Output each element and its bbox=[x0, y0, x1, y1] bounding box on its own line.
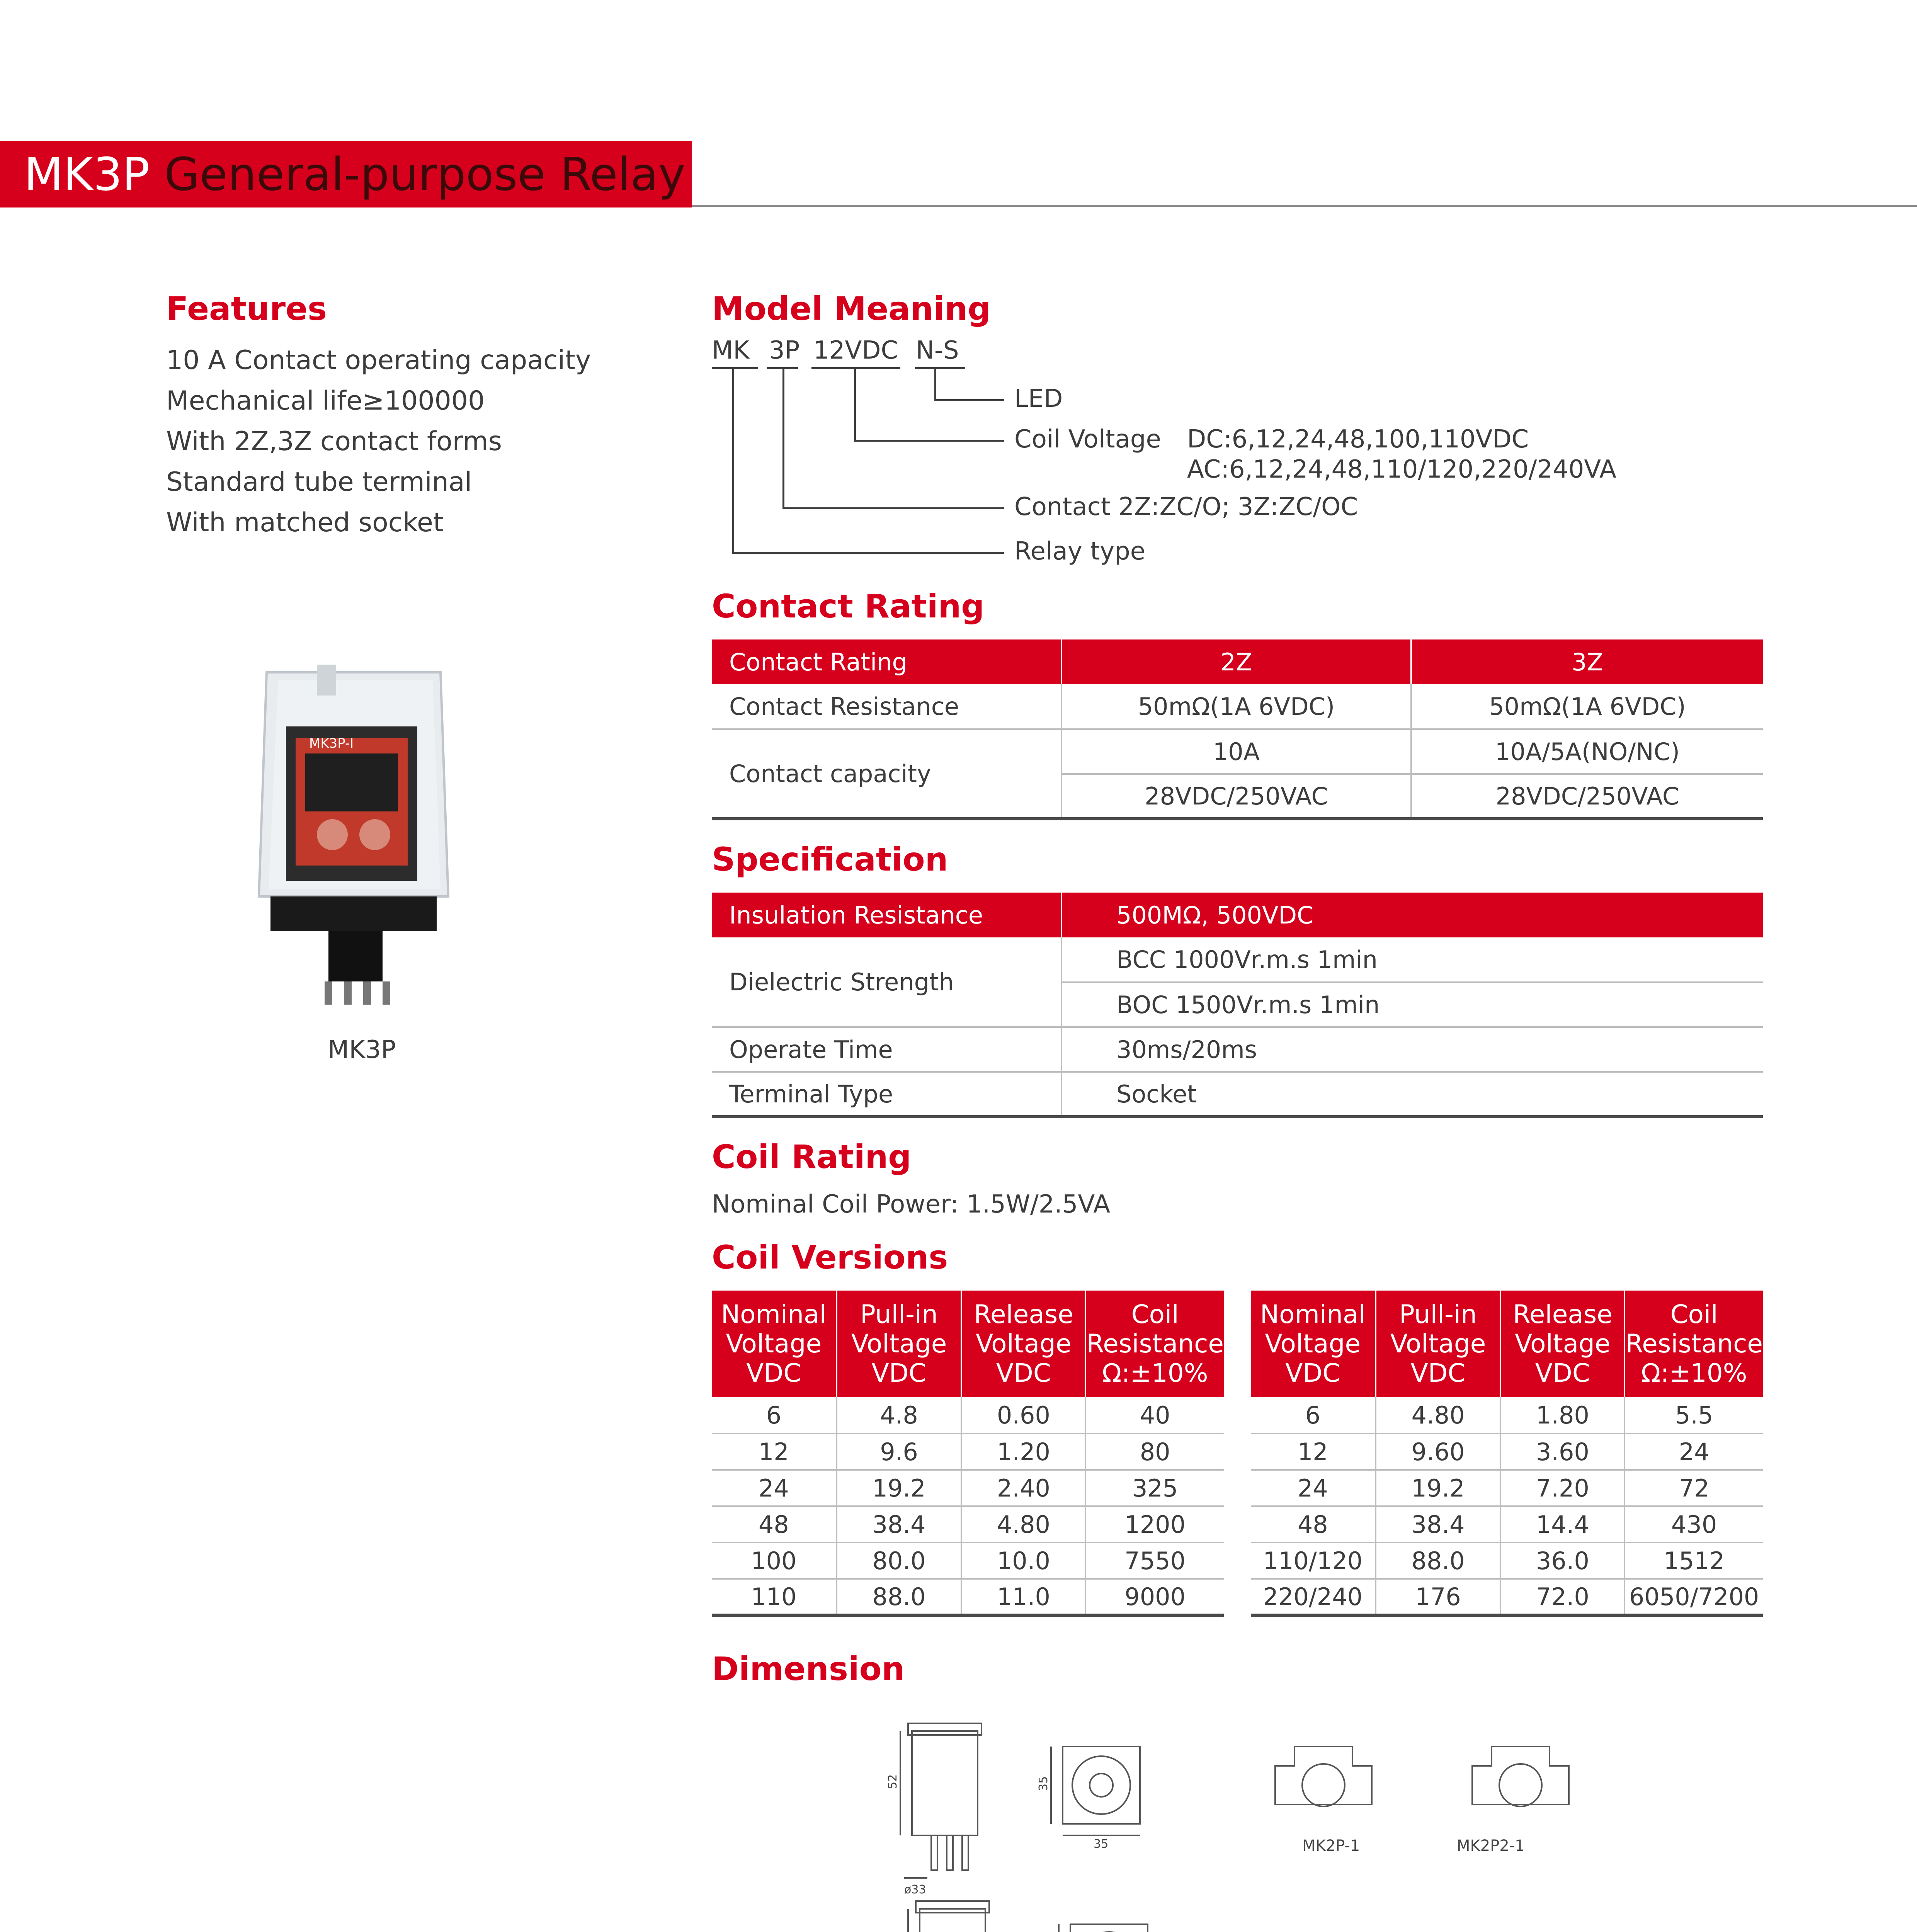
header-cell bbox=[1085, 1291, 1224, 1397]
header-line: Pull-in bbox=[860, 1299, 938, 1329]
header-cell: 3Z bbox=[1411, 639, 1763, 684]
header-line: VDC bbox=[746, 1358, 801, 1388]
model-code-mk: MK bbox=[712, 336, 750, 365]
table-row bbox=[712, 1397, 1224, 1434]
header-cell bbox=[1251, 1291, 1376, 1397]
table-cell: 38.4 bbox=[1376, 1506, 1501, 1543]
table-cell: 80 bbox=[1085, 1434, 1224, 1470]
features-heading: Features bbox=[166, 290, 327, 328]
model-contact-label: Contact 2Z:ZC/O; 3Z:ZC/OC bbox=[1014, 493, 1358, 521]
table-cell: 100 bbox=[712, 1543, 837, 1579]
header-line: Voltage bbox=[851, 1329, 947, 1359]
table-cell: 19.2 bbox=[837, 1470, 962, 1506]
dimension-socket-width-label: 35 bbox=[1094, 1837, 1109, 1851]
table-cell: 24 bbox=[1251, 1470, 1376, 1506]
table-cell: 110 bbox=[712, 1579, 837, 1615]
model-meaning-heading: Model Meaning bbox=[712, 290, 991, 328]
table-cell: 2.40 bbox=[961, 1470, 1085, 1506]
coil-versions-heading: Coil Versions bbox=[712, 1238, 948, 1276]
table-row bbox=[712, 1027, 1763, 1072]
header-cell bbox=[837, 1291, 962, 1397]
model-dc-values: DC:6,12,24,48,100,110VDC bbox=[1187, 425, 1529, 454]
connector-voltage-v bbox=[854, 369, 856, 440]
table-row bbox=[1251, 1543, 1763, 1579]
dimension-diameter-label: ø33 bbox=[904, 1883, 926, 1896]
title-rule bbox=[692, 205, 1917, 207]
table-cell: 28VDC/250VAC bbox=[1411, 774, 1763, 819]
table-cell: 10A/5A(NO/NC) bbox=[1411, 729, 1763, 774]
model-code-voltage: 12VDC bbox=[813, 336, 898, 365]
table-cell: BOC 1500Vr.m.s 1min bbox=[1061, 982, 1763, 1027]
header-cell bbox=[961, 1291, 1085, 1397]
table-cell: 6050/7200 bbox=[1624, 1579, 1763, 1615]
table-cell: 7.20 bbox=[1500, 1470, 1624, 1506]
table-header-row bbox=[712, 893, 1763, 937]
table-cell: 10A bbox=[1061, 729, 1411, 774]
table-cell: 28VDC/250VAC bbox=[1061, 774, 1411, 819]
row-label: Contact Resistance bbox=[712, 684, 1061, 729]
header-line: Voltage bbox=[976, 1329, 1072, 1359]
table-cell: 4.8 bbox=[837, 1397, 962, 1434]
table-cell: 24 bbox=[1624, 1434, 1763, 1470]
specification-heading: Specification bbox=[712, 840, 948, 878]
row-label: Terminal Type bbox=[712, 1072, 1061, 1117]
header-line: VDC bbox=[1285, 1358, 1340, 1388]
connector-led-h bbox=[934, 399, 1004, 401]
table-cell: 5.5 bbox=[1624, 1397, 1763, 1434]
header-line: VDC bbox=[996, 1358, 1051, 1388]
table-cell: 220/240 bbox=[1251, 1579, 1376, 1615]
table-row bbox=[1251, 1470, 1763, 1506]
connector-led-v bbox=[934, 369, 936, 400]
header-cell: Contact Rating bbox=[712, 639, 1061, 684]
header-cell: 2Z bbox=[1061, 639, 1411, 684]
feature-item: Standard tube terminal bbox=[166, 467, 472, 497]
dimension-socket-height-label: 35 bbox=[1037, 1776, 1050, 1791]
header-cell bbox=[1376, 1291, 1501, 1397]
table-cell: 50mΩ(1A 6VDC) bbox=[1411, 684, 1763, 729]
product-caption: MK3P bbox=[328, 1036, 396, 1064]
table-cell: 4.80 bbox=[1376, 1397, 1501, 1434]
table-cell: 50mΩ(1A 6VDC) bbox=[1061, 684, 1411, 729]
dimension-height-label: 52 bbox=[886, 1774, 900, 1789]
table-cell: 88.0 bbox=[1376, 1543, 1501, 1579]
model-relay-type-label: Relay type bbox=[1014, 537, 1146, 566]
header-line: Ω:±10% bbox=[1102, 1358, 1208, 1388]
header-line: Pull-in bbox=[1399, 1299, 1477, 1329]
table-row bbox=[712, 937, 1763, 982]
table-row bbox=[712, 1434, 1224, 1470]
table-cell: 48 bbox=[1251, 1506, 1376, 1543]
header-line: VDC bbox=[1410, 1358, 1466, 1388]
feature-item: 10 A Contact operating capacity bbox=[166, 345, 591, 376]
coil-rating-heading: Coil Rating bbox=[712, 1138, 912, 1176]
table-cell: 4.80 bbox=[961, 1506, 1085, 1543]
table-cell: 38.4 bbox=[837, 1506, 962, 1543]
table-cell: 72 bbox=[1624, 1470, 1763, 1506]
connector-type-h bbox=[732, 552, 1004, 554]
table-cell: 9000 bbox=[1085, 1579, 1224, 1615]
table-cell: 19.2 bbox=[1376, 1470, 1501, 1506]
connector-contact-v bbox=[782, 369, 784, 508]
dimension-drawings bbox=[869, 1708, 1604, 1932]
table-row bbox=[712, 1506, 1224, 1543]
table-cell: 1.80 bbox=[1500, 1397, 1624, 1434]
dimension-label-mk2p2-1: MK2P2-1 bbox=[1457, 1837, 1525, 1855]
table-cell: Socket bbox=[1061, 1072, 1763, 1117]
header-line: Voltage bbox=[726, 1329, 822, 1359]
row-label: Dielectric Strength bbox=[712, 937, 1061, 1027]
header-line: Voltage bbox=[1265, 1329, 1361, 1359]
table-cell: 1.20 bbox=[961, 1434, 1085, 1470]
row-label: Operate Time bbox=[712, 1027, 1061, 1072]
table-cell: 430 bbox=[1624, 1506, 1763, 1543]
underline-ns bbox=[915, 367, 965, 369]
table-cell: 10.0 bbox=[961, 1543, 1085, 1579]
header-line: Coil bbox=[1131, 1299, 1179, 1329]
table-cell: 24 bbox=[712, 1470, 837, 1506]
table-cell: 1200 bbox=[1085, 1506, 1224, 1543]
table-cell: 1512 bbox=[1624, 1543, 1763, 1579]
feature-item: Mechanical life≥100000 bbox=[166, 386, 485, 416]
connector-type-v bbox=[732, 369, 734, 553]
model-code-ns: N-S bbox=[916, 336, 959, 365]
model-code-3p: 3P bbox=[769, 336, 800, 365]
coil-rating-text: Nominal Coil Power: 1.5W/2.5VA bbox=[712, 1190, 1110, 1219]
table-cell: 6 bbox=[1251, 1397, 1376, 1434]
table-cell: 9.6 bbox=[837, 1434, 962, 1470]
table-cell: 72.0 bbox=[1500, 1579, 1624, 1615]
model-led-label: LED bbox=[1014, 384, 1063, 413]
table-cell: 0.60 bbox=[961, 1397, 1085, 1434]
table-row bbox=[712, 1579, 1224, 1615]
coil-versions-dc-table bbox=[712, 1291, 1224, 1617]
table-row bbox=[1251, 1579, 1763, 1615]
table-cell: 176 bbox=[1376, 1579, 1501, 1615]
table-cell: 110/120 bbox=[1251, 1543, 1376, 1579]
table-cell: BCC 1000Vr.m.s 1min bbox=[1061, 937, 1763, 982]
feature-item: With matched socket bbox=[166, 507, 444, 538]
table-row bbox=[1251, 1506, 1763, 1543]
table-cell: 80.0 bbox=[837, 1543, 962, 1579]
table-row bbox=[712, 729, 1763, 774]
row-label: Insulation Resistance bbox=[712, 893, 1061, 937]
header-line: Voltage bbox=[1390, 1329, 1486, 1359]
table-header-row bbox=[1251, 1291, 1763, 1397]
header-line: Voltage bbox=[1515, 1329, 1611, 1359]
product-label: MK3P-I bbox=[309, 736, 354, 751]
table-header-row bbox=[712, 1291, 1224, 1397]
table-cell: 6 bbox=[712, 1397, 837, 1434]
model-coil-voltage-label: Coil Voltage bbox=[1014, 425, 1161, 454]
table-cell: 14.4 bbox=[1500, 1506, 1624, 1543]
coil-versions-ac-table bbox=[1251, 1291, 1763, 1617]
header-line: Resistance bbox=[1625, 1329, 1763, 1359]
contact-rating-table bbox=[712, 639, 1763, 820]
model-ac-values: AC:6,12,24,48,110/120,220/240VA bbox=[1187, 455, 1616, 484]
table-cell: 3.60 bbox=[1500, 1434, 1624, 1470]
dimension-heading: Dimension bbox=[712, 1650, 905, 1688]
header-line: Release bbox=[973, 1299, 1073, 1329]
header-line: VDC bbox=[1535, 1358, 1590, 1388]
contact-rating-heading: Contact Rating bbox=[712, 587, 985, 625]
header-line: Nominal bbox=[721, 1299, 827, 1329]
header-line: Coil bbox=[1670, 1299, 1718, 1329]
table-cell: 9.60 bbox=[1376, 1434, 1501, 1470]
table-cell: 48 bbox=[712, 1506, 837, 1543]
table-cell: 325 bbox=[1085, 1470, 1224, 1506]
table-cell: 30ms/20ms bbox=[1061, 1027, 1763, 1072]
feature-item: With 2Z,3Z contact forms bbox=[166, 426, 502, 457]
relay-product-image bbox=[232, 649, 471, 1016]
underline-mk bbox=[712, 367, 758, 369]
header-line: Resistance bbox=[1086, 1329, 1224, 1359]
header-line: Release bbox=[1512, 1299, 1613, 1329]
connector-contact-h bbox=[782, 507, 1004, 509]
table-cell: 11.0 bbox=[961, 1579, 1085, 1615]
table-cell: 12 bbox=[1251, 1434, 1376, 1470]
row-label: Contact capacity bbox=[712, 729, 1061, 819]
header-line: Nominal bbox=[1260, 1299, 1366, 1329]
table-cell: 36.0 bbox=[1500, 1543, 1624, 1579]
table-row bbox=[712, 1543, 1224, 1579]
table-cell: 12 bbox=[712, 1434, 837, 1470]
table-cell: 7550 bbox=[1085, 1543, 1224, 1579]
dimension-label-mk2p-1: MK2P-1 bbox=[1302, 1837, 1360, 1855]
specification-table bbox=[712, 893, 1763, 1118]
table-row bbox=[712, 684, 1763, 729]
header-line: VDC bbox=[871, 1358, 927, 1388]
table-cell: 500MΩ, 500VDC bbox=[1061, 893, 1763, 937]
connector-voltage-h bbox=[854, 440, 1004, 442]
header-cell bbox=[1624, 1291, 1763, 1397]
table-row bbox=[712, 1072, 1763, 1117]
table-row bbox=[712, 1470, 1224, 1506]
table-cell: 88.0 bbox=[837, 1579, 962, 1615]
header-cell bbox=[712, 1291, 837, 1397]
page-title: MK3P General-purpose Relay bbox=[24, 148, 685, 201]
features-list bbox=[166, 340, 591, 543]
underline-voltage bbox=[811, 367, 900, 369]
header-line: Ω:±10% bbox=[1641, 1358, 1747, 1388]
table-header-row bbox=[712, 639, 1763, 684]
table-row bbox=[1251, 1434, 1763, 1470]
table-cell: 40 bbox=[1085, 1397, 1224, 1434]
table-row bbox=[1251, 1397, 1763, 1434]
header-cell bbox=[1500, 1291, 1624, 1397]
